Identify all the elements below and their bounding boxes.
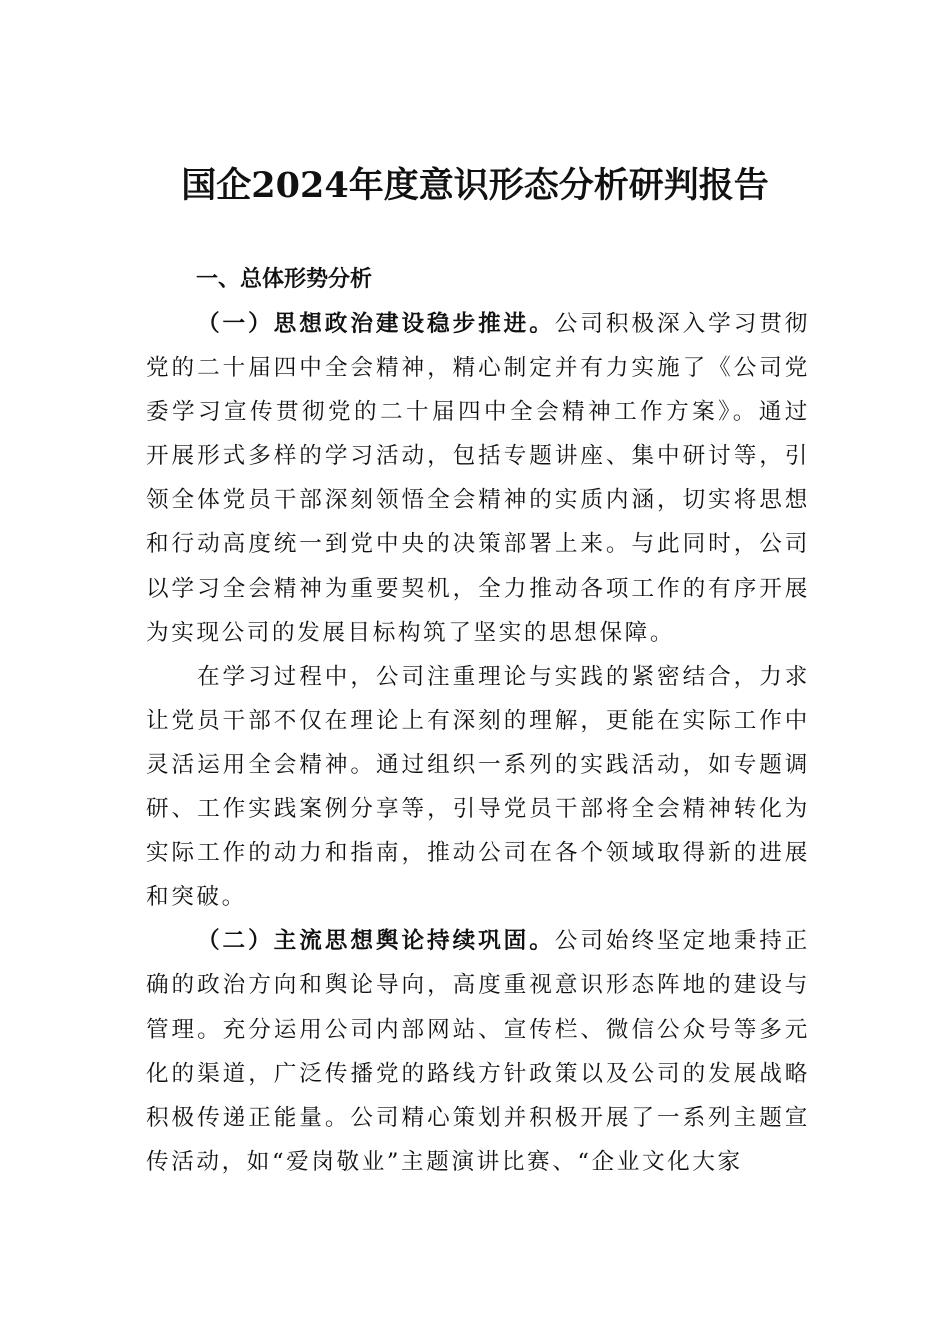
document-body [146, 258, 810, 1184]
paragraph-ideological-building [146, 302, 810, 655]
paragraph-text-mainstream-opinion: 公司始终坚定地秉持正确的政治方向和舆论导向，高度重视意识形态阵地的建设与管理。充分运用公司内部网站、宣传栏、微信公众号等多元化的渠道，广泛传播党的路线方针政策以及公司的发展战略积极传递正能量。公司精心策划并积极开展了一系列主题宣传活动，如“爱岗敬业”主题演讲比赛、“企业文化大家 [146, 928, 810, 1175]
paragraph-lead-ideological-building: （一）思想政治建设稳步推进。 [197, 311, 555, 337]
paragraph-mainstream-opinion [146, 919, 810, 1184]
paragraph-theory-practice [146, 655, 810, 920]
paragraph-text-ideological-building: 公司积极深入学习贯彻党的二十届四中全会精神，精心制定并有力实施了《公司党委学习宣传贯彻党的二十届四中全会精神工作方案》。通过开展形式多样的学习活动，包括专题讲座、集中研讨等，引领全体党员干部深刻领悟全会精神的实质内涵，切实将思想和行动高度统一到党中央的决策部署上来。与此同时，公司以学习全会精神为重要契机，全力推动各项工作的有序开展为实现公司的发展目标构筑了坚实的思想保障。 [146, 311, 810, 646]
section-heading: 一、总体形势分析 [196, 267, 373, 292]
paragraph-lead-mainstream-opinion: （二）主流思想舆论持续巩固。 [197, 928, 555, 955]
document-title: 国企2024年度意识形态分析研判报告 [181, 165, 769, 206]
paragraph-text-theory-practice: 在学习过程中，公司注重理论与实践的紧密结合，力求让党员干部不仅在理论上有深刻的理解，更能在实际工作中灵活运用全会精神。通过组织一系列的实践活动，如专题调研、工作实践案例分享等，引导党员干部将全会精神转化为实际工作的动力和指南，推动公司在各个领域取得新的进展和突破。 [146, 663, 810, 911]
